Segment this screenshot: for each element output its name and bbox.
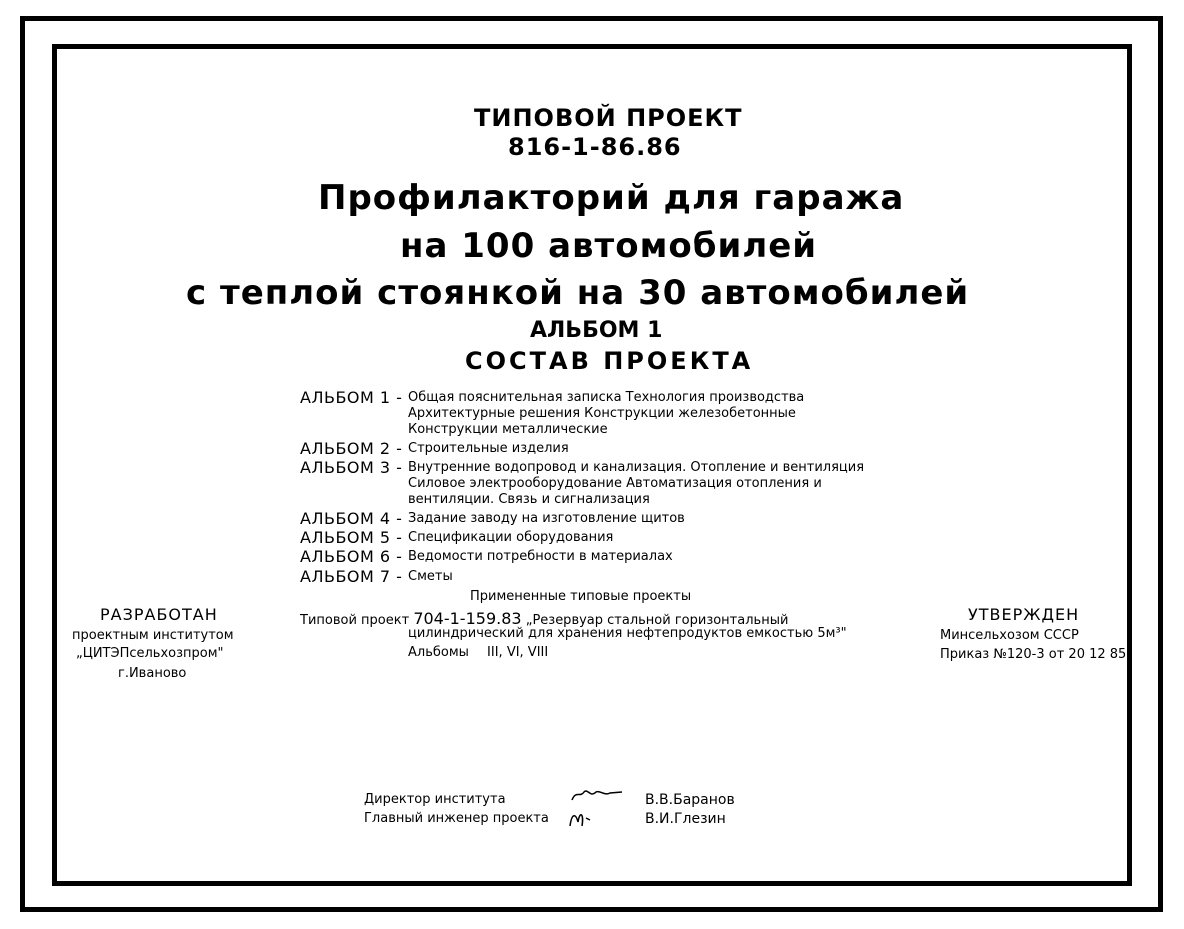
approved-line-1: Минсельхозом СССР [940, 628, 1079, 643]
developed-title: РАЗРАБОТАН [100, 605, 218, 624]
album-3-label: АЛЬБОМ 3 - [300, 458, 403, 477]
album-7-label: АЛЬБОМ 7 - [300, 567, 403, 586]
approved-line-2: Приказ №120-3 от 20 12 85 [940, 647, 1127, 662]
approved-title: УТВЕРЖДЕН [968, 605, 1080, 624]
project-number: 816-1-86.86 [508, 133, 682, 161]
album-6-text: Ведомости потребности в материалах [408, 549, 673, 564]
chief-engineer-role: Главный инженер проекта [364, 811, 549, 826]
title-line-2: на 100 автомобилей [400, 226, 818, 266]
album-6-label: АЛЬБОМ 6 - [300, 547, 403, 566]
album-1-text: Общая пояснительная записка Технология производства Архитектурные решения Конструкции железобетонные Конструкции металлические [408, 390, 805, 437]
title-line-3: с теплой стоянкой на 30 автомобилей [186, 273, 970, 313]
album-number: АЛЬБОМ 1 [530, 318, 663, 343]
applied-prefix: Типовой проект [300, 613, 410, 628]
developed-line-2: „ЦИТЭПсельхозпром" [76, 646, 224, 661]
applied-text-1: „Резервуар стальной горизонтальный [525, 613, 789, 628]
album-4-text: Задание заводу на изготовление щитов [408, 511, 685, 526]
applied-text-2: цилиндрический для хранения нефтепродуктов емкостью 5м³" [408, 626, 847, 641]
developed-line-1: проектным институтом [72, 628, 234, 643]
album-3-text: Внутренние водопровод и канализация. Отопление и вентиляция Силовое электрооборудование Автоматизация отопления и вентиляции. Связь и сигнализация [408, 460, 865, 507]
album-2-text: Строительные изделия [408, 441, 569, 456]
album-2-label: АЛЬБОМ 2 - [300, 439, 403, 458]
album-7-text: Сметы [408, 569, 453, 584]
album-1-label: АЛЬБОМ 1 - [300, 388, 403, 407]
album-5-text: Спецификации оборудования [408, 530, 614, 545]
signature-marks [560, 784, 634, 832]
applied-albums [408, 645, 548, 660]
applied-albums-value: III, VI, VIII [487, 645, 549, 660]
applied-number: 704-1-159.83 [413, 609, 522, 628]
director-role: Директор института [364, 792, 506, 807]
applied-heading: Примененные типовые проекты [470, 589, 692, 604]
composition-heading: СОСТАВ ПРОЕКТА [465, 347, 754, 375]
album-4-label: АЛЬБОМ 4 - [300, 509, 403, 528]
project-type-label: ТИПОВОЙ ПРОЕКТ [474, 104, 743, 132]
album-5-label: АЛЬБОМ 5 - [300, 528, 403, 547]
title-line-1: Профилакторий для гаража [318, 178, 905, 218]
developed-line-3: г.Иваново [118, 666, 187, 681]
director-name: В.В.Баранов [645, 792, 735, 808]
chief-engineer-name: В.И.Глезин [645, 811, 726, 827]
applied-albums-label: Альбомы [408, 645, 469, 660]
